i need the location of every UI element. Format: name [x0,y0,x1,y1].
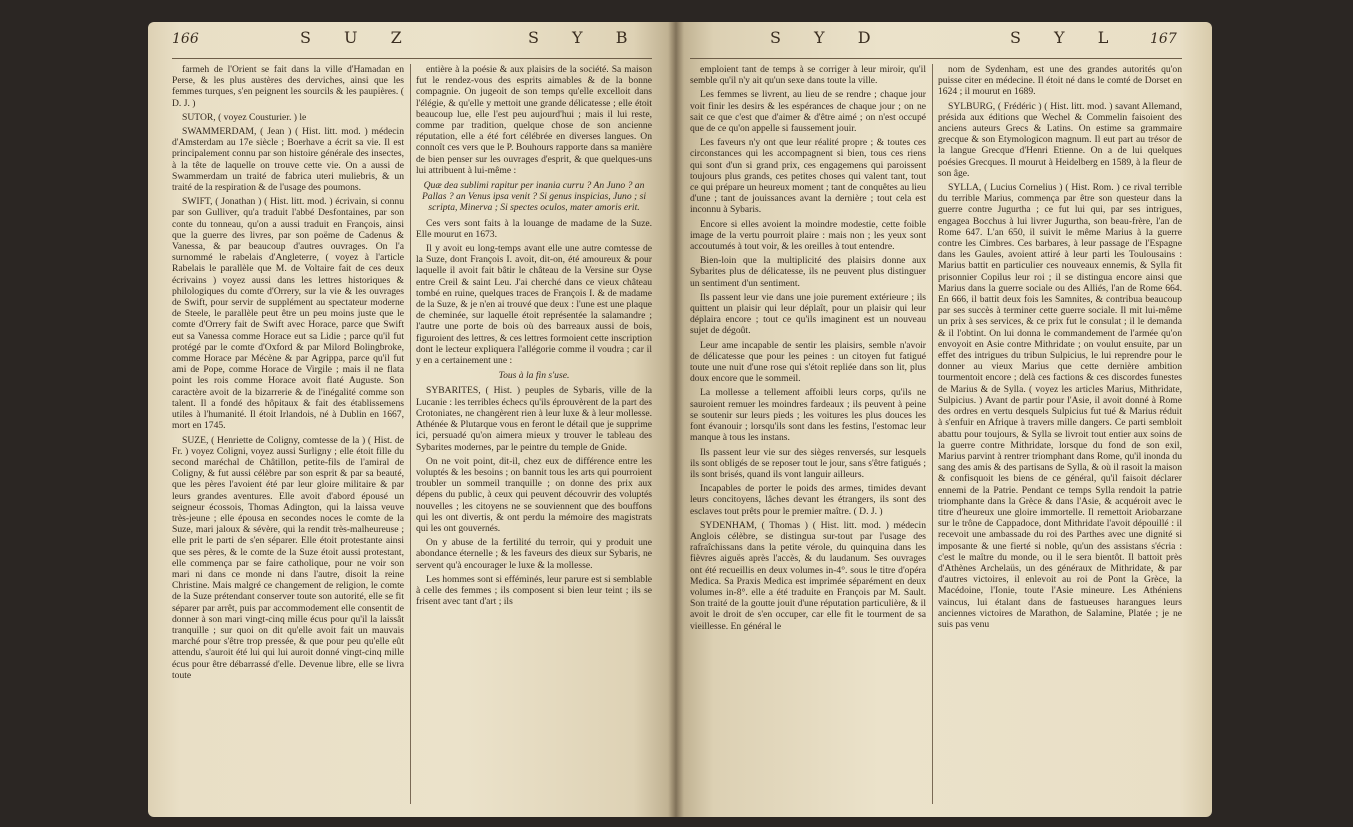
left-column-rule [410,64,411,804]
paragraph: Les hommes sont si efféminés, leur parure est si semblable à celle des femmes ; ils composent si bien leur teint ; ils se frisent avec tant d'art ; ils [416,573,652,608]
left-header-rule [172,58,652,59]
left-column-2 [416,64,652,804]
left-header-right: S Y B [528,28,642,47]
paragraph: Il y avoit eu long-temps avant elle une autre comtesse de la Suze, dont François I. avoit, dit-on, été amoureux & pour laquelle il avoit fait bâtir le château de la Versine sur Oyse entre Creil & saint Leu. J'ai cherché dans ce vieux château tombé en ruine, quelques traces de François I. & de madame de la Suze, & je n'en ai trouvé que deux : l'une est une plaque de cheminée, sur laquelle étoit représentée la salamandre ; l'autre une porte de bois où des barreaux aussi de bois, figuroient des lettres, & ces lettres formoient cette inscription dont le lecteur expliquera l'allégorie comme il voudra ; car il y en a certainement une : [416,243,652,367]
paragraph: Encore si elles avoient la moindre modestie, cette foible image de la vertu pourroit plaire : mais non ; les yeux sont accoutumés à tout voir, & les oreilles à tout entendre. [690,218,926,253]
paragraph: La mollesse a tellement affoibli leurs corps, qu'ils ne sauroient remuer les moindres fardeaux ; ils peuvent à peine se soutenir sur leurs pieds ; les voitures les plus douces les font évanouir ; lorsqu'ils sont dans les festins, l'estomac leur manque à tous les instans. [690,387,926,444]
paragraph: Incapables de porter le poids des armes, timides devant leurs concitoyens, lâches devant les étrangers, ils sont des esclaves tout prêts pour le premier maître. ( D. J. ) [690,483,926,517]
right-header-rule [690,58,1182,59]
paragraph: Quæ dea sublimi rapitur per inania curru ? An Juno ? an Pallas ? an Venus ipsa venit ? Si genus inspicias, Juno ; si scripta, Minerva ; Si spectes oculos, mater amoris erit. [421,180,647,214]
paragraph: Les femmes se livrent, au lieu de se rendre ; chaque jour voit finir les desirs & les espérances de chaque jour ; on ne sait ce que c'est que d'aimer & d'être aimé ; on n'est occupé que de ce qu'on appelle si faussement jouir. [690,89,926,135]
paragraph: Ils passent leur vie dans une joie purement extérieure ; ils quittent un plaisir qui leur déplaît, pour un plaisir qui leur déplaira encore ; tout ce qu'ils imaginent est un nouveau sujet de dégoût. [690,291,926,337]
paragraph: Ces vers sont faits à la louange de madame de la Suze. Elle mourut en 1673. [416,217,652,240]
left-header-left: S U Z [300,28,416,47]
paragraph: SYLBURG, ( Frédéric ) ( Hist. litt. mod. ) savant Allemand, présida aux éditions que Wechel & Commelin faisoient des anciens auteurs Grecs & Latins. On estime sa grammaire grecque & son Etymologicon magnum. Il eut part au trésor de la langue Grecque d'Henri Etienne. On a de lui quelques poésies Grecques. Il mourut à Heidelberg en 1589, à la fleur de son âge. [938,100,1182,179]
paragraph: SUTOR, ( voyez Cousturier. ) le [182,111,307,123]
right-column-2 [938,64,1182,804]
right-header-right: S Y L [1010,28,1123,47]
paragraph: On ne voit point, dit-il, chez eux de différence entre les voluptés & les besoins ; on bannit tous les arts qui pourroient troubler un sommeil tranquille ; on donne des prix aux dépens du public, à ceux qui peuvent découvrir des voluptés nouvelles ; les citoyens ne se souviennent que des bouffons qui les ont divertis, & ont perdu la mémoire des magistrats qui les ont gouvernés. [416,455,652,534]
paragraph: SYLLA, ( Lucius Cornelius ) ( Hist. Rom. ) ce rival terrible du terrible Marius, commença par être son questeur dans la guerre contre Jugurtha ; ce fut lui qui, par ses intrigues, engagea Bocchus à lui livrer Jugurtha, son beau-frère, l'an de Rome 647. L'an 650, il suivit le même Marius à la guerre contre les Cimbres. Ces barbares, à leur passage de l'Espagne dans les Gaules, avoient attiré à leur parti les Toulousains : Marius battit en particulier ces nouveaux ennemis, & Sylla fit prisonnier Copilus leur roi ; il se distingua encore ainsi que Marius dans la guerre sociale ou des Alliés, l'an de Rome 664. En 666, il battit deux fois les Samnites, & contribua beaucoup par ses succès à terminer cette guerre sociale. Il mit lui-même un prix à ses services, & ce prix fut le consulat ; il le demanda & il l'obtint. On lui donna le commandement de l'armée qu'on envoyoit en Asie contre Mithridate ; on voulut ensuite, par un effet des intrigues du tribun Sulpicius, le lui reprendre pour le donner au vieux Marius que cette dernière ambition tourmentoit encore ; delà ces factions & ces discordes funestes de Marius & de Sylla. ( voyez les articles Marius, Mithridate, Sulpicius. ) Avant de partir pour l'Asie, il avoit donné à Rome des ordres en vertu desquels Sulpicius fut tué & Marius réduit à s'enfuir en Afrique à travers mille dangers. Ce parti sembloit abattu pour toujours, & Sylla se livroit tout entier aux soins de la guerre contre Mithridate, lorsque du fond de son exil, Marius parvint à rentrer triomphant dans Rome, qu'il inonda du sang des amis & des partisans de Sylla, & où il rasoit la maison & confisquoit les biens de ce général, qu'il faisoit déclarer ennemi de la Patrie. Pendant ce temps Sylla rendoit la patrie triomphante dans la Grèce & dans l'Asie, & acquéroit avec le titre d'heureux une gloire immortelle. Il remettoit Ariobarzane sur le trône de Cappadoce, dont Mithridate l'avoit dépouillé : il recevoit une ambassade du roi des Parthes avec une dignité si imposante & une fierté si noble, qu'un des assistans s'écria : c'est le maître du monde, ou il le sera bientôt. Il battoit près d'Athènes Archelaüs, un des généraux de Mithridate, & par d'autres victoires, il enlevoit au roi de Pont la Grèce, la Macédoine, l'Ionie, toute l'Asie mineure. Les Athéniens vaincus, lui étalant dans de fastueuses harangues leurs anciennes victoires de Marathon, de Salamine, Platée ; je ne suis pas venu [938,182,1182,630]
paragraph: SWIFT, ( Jonathan ) ( Hist. litt. mod. ) écrivain, si connu par son Gulliver, qu'a traduit l'abbé Desfontaines, par son conte du tonneau, qu'on a aussi traduit en François, ainsi que la guerre des livres, par son poëme de Cadenus & Vanessa, & par beaucoup d'autres ouvrages. On l'a surnommé le rabelais d'Angleterre, ( voyez à l'article Rabelais le parallèle que M. de Voltaire fait de ces deux écrivains ) voyez aussi dans les lettres historiques & philologiques du comte d'Orrery, sur la vie & les ouvrages de Swift, pour servir de supplément au spectateur moderne de Steele, le parallèle peut être un peu moins juste que le comte d'Orrery fait de Swift avec Horace, parce que Swift eut sa Vanessa comme Horace eut sa Lidie ; parce qu'il fut protégé par le comte d'Oxford & par Milord Bolingbroke, comme Horace par Mécène & par Agrippa, parce qu'il fut ami de Pope, comme Horace de Virgile ; mais il ne flata point les rois comme Horace avoit flaté Auguste. Son caractère avoit de la bizarrerie & de l'inégalité comme son talent. Il a fondé des hôpitaux & fait des établissemens utiles à l'humanité. Il étoit Irlandois, né à Dublin en 1667, mort en 1745. [172,196,404,432]
paragraph: Bien-loin que la multiplicité des plaisirs donne aux Sybarites plus de délicatesse, ils ne peuvent plus distinguer un sentiment d'un sentiment. [690,255,926,289]
paragraph: SWAMMERDAM, ( Jean ) ( Hist. litt. mod. ) médecin d'Amsterdam au 17e siècle ; Boerhave a écrit sa vie. Il est principalement connu par son histoire générale des insectes, à la tête de laquelle on trouve cette vie. On a aussi de Swammerdam un traité de fabrica uteri muliebris, & un traité de la respiration & de l'usage des poumons. [172,126,404,194]
paragraph: nom de Sydenham, est une des grandes autorités qu'on puisse citer en médecine. Il étoit né dans le comté de Dorset en 1624 ; il mourut en 1689. [938,64,1182,98]
right-page-number: 167 [1150,31,1177,47]
paragraph: SYBARITES, ( Hist. ) peuples de Sybaris, ville de la Lucanie : les terribles échecs qu'ils éprouvèrent de la part des Crotoniates, ne changèrent rien à leur luxe & à leur mollesse. Athénée & Plutarque vous en feront le détail que je supprime ici, persuadé qu'on aimera mieux y trouver le tableau des Sybarites modernes, par le peintre du temple de Gnide. [416,385,652,453]
paragraph: Leur ame incapable de sentir les plaisirs, semble n'avoir de délicatesse que pour les peines : un citoyen fut fatigué toute une nuit d'une rose qui s'étoit repliée dans son lit, plus doux encore que le sommeil. [690,339,926,385]
right-header-left: S Y D [770,28,885,47]
book-gutter [668,22,684,817]
right-column-rule [932,64,933,804]
paragraph: Tous à la fin s'use. [498,370,570,382]
right-column-1 [690,64,926,804]
left-page-number: 166 [172,31,199,47]
paragraph: farmeh de l'Orient se fait dans la ville d'Hamadan en Perse, & les plus austères des derviches, ainsi que les femmes turques, s'en peignent les sourcils & les paupières. ( D. J. ) [172,64,404,109]
left-column-1 [172,64,404,804]
paragraph: SYDENHAM, ( Thomas ) ( Hist. litt. mod. ) médecin Anglois célèbre, se distingua sur-tout par l'usage des rafraîchissans dans la petite vérole, du quinquina dans les fièvres aiguës après l'accès, & du laudanum. Ses ouvrages ont été recueillis en deux volumes in-4°. sous le titre d'opéra Medica. Sa Praxis Medica est imprimée séparément en deux volumes in-8°. elle a été traduite en François par M. Sault. Son traité de la goutte jouit d'une réputation particulière, & il avoit le droit de s'en occuper, car elle fit le tourment de sa vieillesse. En général le [690,519,926,632]
paragraph: Les faveurs n'y ont que leur réalité propre ; & toutes ces circonstances qui les accompagnent si bien, tous ces riens qui sont d'un si grand prix, ces engagemens qui paroissent toujours plus grands, ces petites choses qui valent tant, tout ce qui prépare un heureux moment ; tant de conquêtes au lieu d'une ; tant de jouissances avant la dernière ; tout cela est inconnu à Sybaris. [690,137,926,216]
paragraph: emploient tant de temps à se corriger à leur miroir, qu'il semble qu'il n'y ait qu'un sexe dans toute la ville. [690,64,926,87]
paragraph: Ils passent leur vie sur des sièges renversés, sur lesquels ils sont obligés de se reposer tout le jour, sans s'être fatigués ; ils sont brisés, quand ils vont languir ailleurs. [690,446,926,480]
paragraph: SUZE, ( Henriette de Coligny, comtesse de la ) ( Hist. de Fr. ) voyez Coligni, voyez aussi Surligny ; elle étoit fille du second maréchal de Châtillon, petite-fils de l'amiral de Coligny, & fut aussi célèbre par son esprit & par sa beauté, que les pères l'avoient été par leur gloire militaire & par leurs grandes aventures. Elle avoit d'abord épousé un seigneur écossois, Thomas Adington, qui la laissa veuve très-jeune ; elle épousa en secondes noces le comte de la Suze, mari jaloux & sévère, qui la rendit très-malheureuse ; elle prit le parti de s'en séparer. Elle étoit protestante ainsi que ses pères, & le comte de la Suze étoit aussi protestant, elle commença par se faire catholique, pour ne voir son mari ni dans ce monde ni dans l'autre, disoit la reine Christine. Mais malgré ce changement de religion, le comte de la Suze prétendant conserver toute son autorité, elle se fit séparer par arrêt, puis par accommodement elle consentit de donner à son mari vingt-cinq mille écus pour qu'il la laissât tranquille ; sur quoi on dit qu'elle avoit fait un mauvais marché pour s'être trop pressée, & que pour peu qu'elle eût attendu, s'auroit été lui qui lui auroit donné vingt-cinq mille écus pour être débarrassé d'elle. Devenue libre, elle se livra toute [172,434,404,681]
paragraph: entière à la poésie & aux plaisirs de la société. Sa maison fut le rendez-vous des esprits aimables & de la bonne compagnie. On jugeoit de son temps qu'elle excelloit dans l'élégie, & qu'elle y mettoit une grande délicatesse ; elle étoit beaucoup lue, elle l'est peu aujourd'hui ; mais il lui reste, comme par tradition, quelque chose de son ancienne réputation, elle a été fort célébrée en diverses langues. On connoît ces vers que le P. Bouhours rapporte dans sa manière de bien penser sur les ouvrages d'esprit, & que quelques-uns lui attribuent à lui-même : [416,64,652,176]
paragraph: On y abuse de la fertilité du terroir, qui y produit une abondance éternelle ; & les faveurs des dieux sur Sybaris, ne servent qu'à encourager le luxe & la mollesse. [416,537,652,571]
